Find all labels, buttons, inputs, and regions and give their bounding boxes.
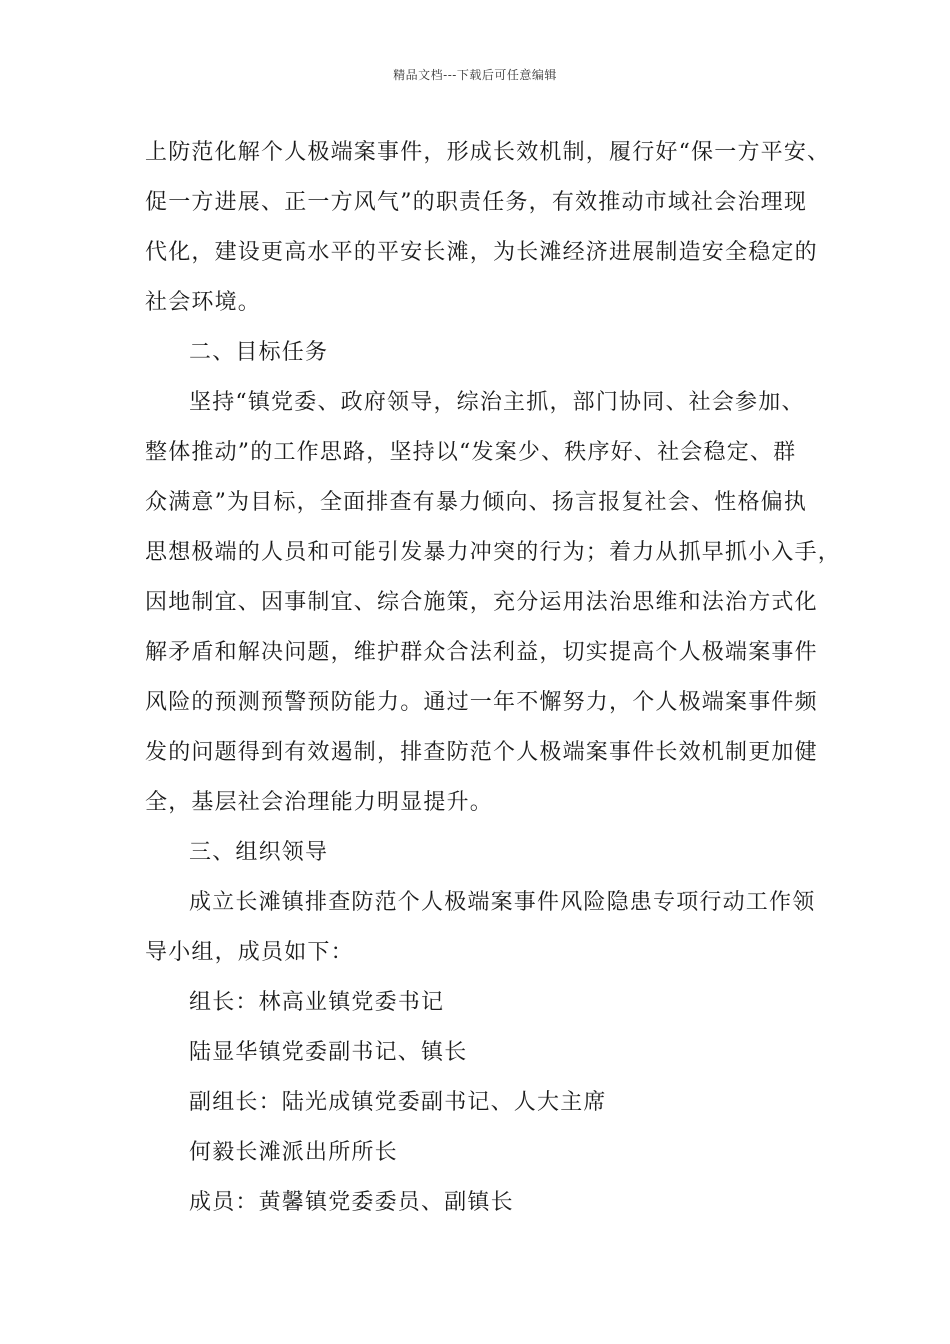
- paragraph-line: 导小组，成员如下：: [145, 940, 354, 965]
- member-line: 何毅长滩派出所所长: [189, 1140, 398, 1165]
- paragraph-line: 众满意”为目标，全面排查有暴力倾向、扬言报复社会、性格偏执: [145, 490, 808, 515]
- paragraph-line: 上防范化解个人极端案事件，形成长效机制，履行好“保一方平安、: [145, 140, 831, 165]
- page-header-note: 精品文档---下载后可任意编辑: [393, 68, 557, 82]
- paragraph-line: 促一方进展、正一方风气”的职责任务，有效推动市域社会治理现: [145, 190, 808, 215]
- paragraph-line: 思想极端的人员和可能引发暴力冲突的行为；着力从抓早抓小入手，: [145, 540, 842, 565]
- member-line: 副组长：陆光成镇党委副书记、人大主席: [189, 1090, 607, 1115]
- paragraph-line: 解矛盾和解决问题，维护群众合法利益，切实提高个人极端案事件: [145, 640, 818, 665]
- paragraph-line: 发的问题得到有效遏制，排查防范个人极端案事件长效机制更加健: [145, 740, 818, 765]
- paragraph-line: 全，基层社会治理能力明显提升。: [145, 790, 494, 815]
- document-body: [145, 128, 842, 1228]
- paragraph-line: 整体推动”的工作思路，坚持以“发案少、秩序好、社会稳定、群: [145, 440, 797, 465]
- paragraph-line: 风险的预测预警预防能力。通过一年不懈努力，个人极端案事件频: [145, 690, 818, 715]
- paragraph-line: 成立长滩镇排查防范个人极端案事件风险隐患专项行动工作领: [189, 890, 816, 915]
- paragraph-line: 因地制宜、因事制宜、综合施策，充分运用法治思维和法治方式化: [145, 590, 818, 615]
- paragraph-line: 社会环境。: [145, 290, 262, 315]
- section-heading-organization: 三、组织领导: [189, 840, 329, 865]
- section-heading-objectives: 二、目标任务: [189, 340, 329, 365]
- paragraph-line: 坚持“镇党委、政府领导，综治主抓，部门协同、社会参加、: [189, 390, 805, 415]
- member-line: 组长：林高业镇党委书记: [189, 990, 445, 1015]
- paragraph-line: 代化，建设更高水平的平安长滩，为长滩经济进展制造安全稳定的: [145, 240, 818, 265]
- member-line: 陆显华镇党委副书记、镇长: [189, 1040, 468, 1065]
- member-line: 成员：黄馨镇党委委员、副镇长: [189, 1190, 514, 1215]
